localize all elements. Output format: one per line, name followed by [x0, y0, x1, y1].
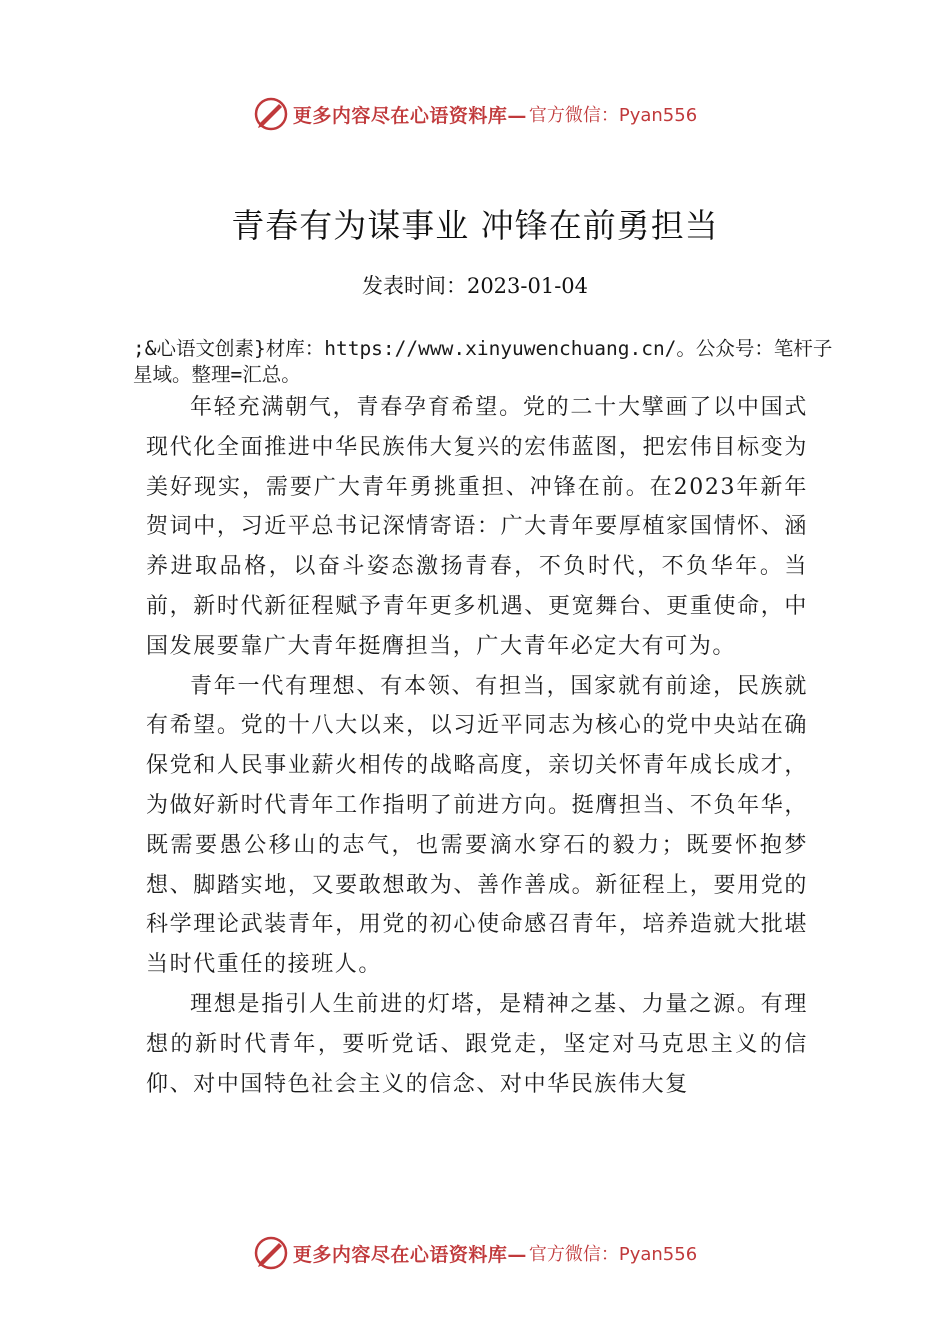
- pen-logo-icon: [253, 96, 289, 132]
- paragraph: 理想是指引人生前进的灯塔，是精神之基、力量之源。有理想的新时代青年，要听党话、跟党走，坚定对马克思主义的信仰、对中国特色社会主义的信念、对中华民族伟大复: [146, 991, 808, 1097]
- banner-text: 更多内容尽在心语资料库—: [292, 104, 527, 127]
- footer-banner: [0, 1233, 950, 1273]
- pen-logo-icon: [253, 1235, 289, 1271]
- header-banner: [0, 94, 950, 134]
- paragraph: 年轻充满朝气，青春孕育希望。党的二十大擘画了以中国式现代化全面推进中华民族伟大复兴的宏伟蓝图，把宏伟目标变为美好现实，需要广大青年勇挑重担、冲锋在前。在2023年新年贺词中，习近平总书记深情寄语：广大青年要厚植家国情怀、涵养进取品格，以奋斗姿态激扬青春，不负时代，不负华年。当前，新时代新征程赋予青年更多机遇、更宽舞台、更重使命，中国发展要靠广大青年挺膺担当，广大青年必定大有可为。: [146, 395, 808, 659]
- banner-wechat: 官方微信：Pyan556: [528, 105, 698, 126]
- article-title: 青春有为谋事业 冲锋在前勇担当: [231, 206, 719, 245]
- article-body: [146, 388, 808, 1104]
- source-note: ;&心语文创素}材库：https://www.xinyuwenchuang.cn/。公众号：笔杆子星域。整理=汇总。: [133, 337, 833, 386]
- banner-text: 更多内容尽在心语资料库—: [292, 1243, 527, 1266]
- paragraph: 青年一代有理想、有本领、有担当，国家就有前途，民族就有希望。党的十八大以来，以习近平同志为核心的党中央站在确保党和人民事业薪火相传的战略高度，亲切关怀青年成长成才，为做好新时代青年工作指明了前进方向。挺膺担当、不负年华，既需要愚公移山的志气，也需要滴水穿石的毅力；既要怀抱梦想、脚踏实地，又要敢想敢为、善作善成。新征程上，要用党的科学理论武装青年，用党的初心使命感召青年，培养造就大批堪当时代重任的接班人。: [146, 673, 808, 978]
- banner-wechat: 官方微信：Pyan556: [528, 1244, 698, 1265]
- publish-date: 发表时间：2023-01-04: [361, 274, 589, 298]
